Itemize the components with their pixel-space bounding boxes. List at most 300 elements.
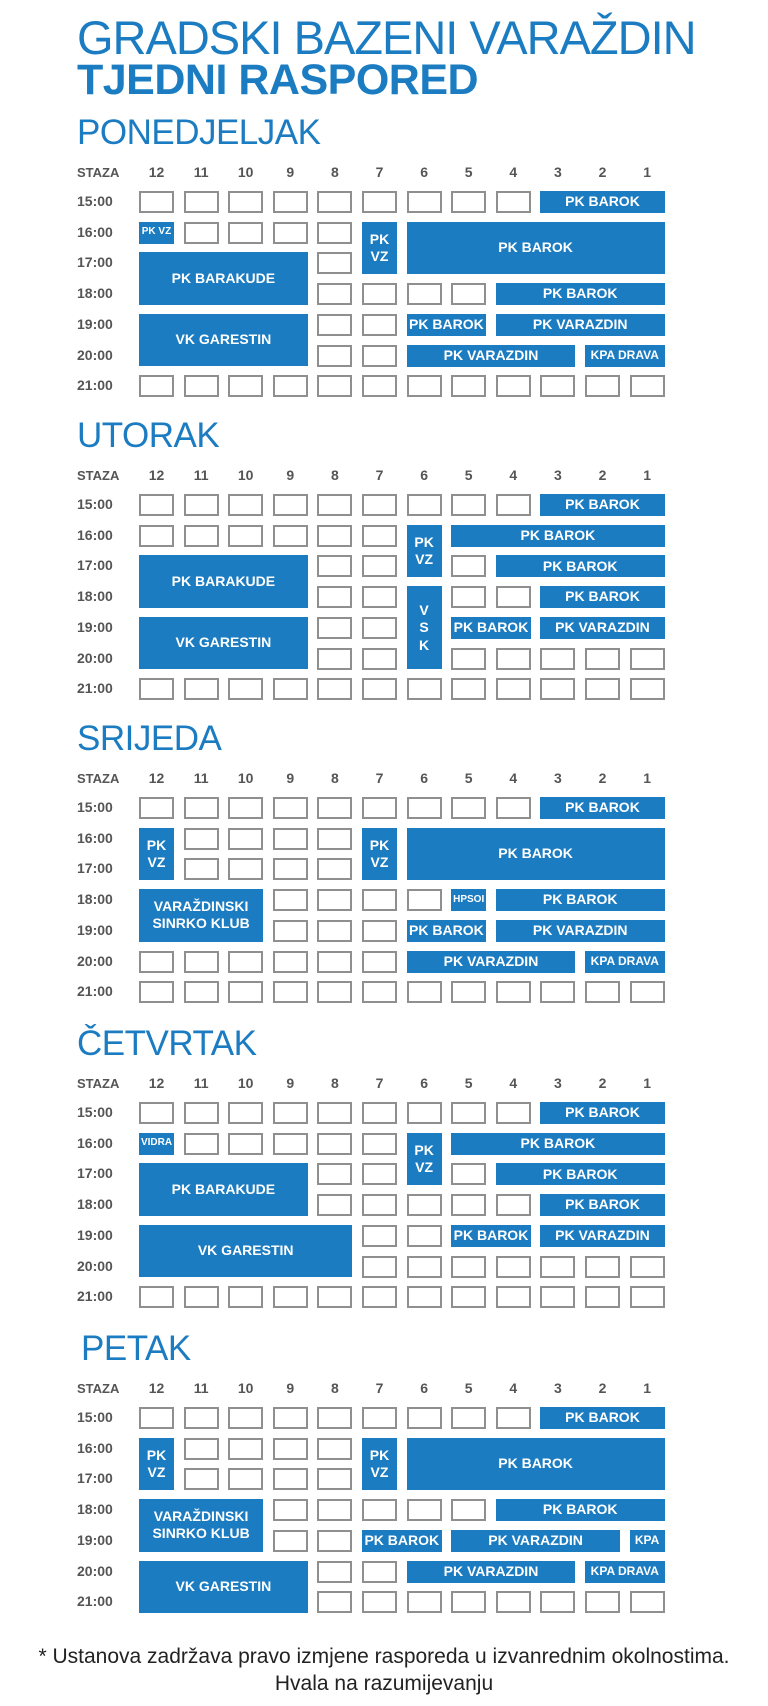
lane-header: 1: [643, 770, 651, 786]
lane-header: 5: [464, 1075, 473, 1091]
lane-slot: [317, 1561, 352, 1583]
lane-slot: [362, 648, 397, 670]
lane-slot: [317, 314, 352, 336]
reservation-block: PK VZ: [407, 1133, 442, 1186]
lane-header: 7: [375, 164, 384, 180]
lane-slot: [228, 1407, 263, 1429]
lane-slot: [273, 1133, 308, 1155]
lane-slot: [540, 678, 575, 700]
reservation-block: PK VZ: [362, 828, 397, 881]
lane-slot: [228, 858, 263, 880]
lane-header: 10: [237, 164, 254, 180]
lane-slot: [139, 1286, 174, 1308]
lane-slot: [585, 1256, 620, 1278]
time-label: 18:00: [77, 588, 113, 605]
lane-slot: [362, 1102, 397, 1124]
footer-note: * Ustanova zadržava pravo izmjene rasporeda u izvanrednim okolnostima.: [38, 1645, 730, 1668]
time-label: 16:00: [77, 1439, 113, 1456]
lane-slot: [273, 1530, 308, 1552]
lane-slot: [317, 1286, 352, 1308]
lane-slot: [228, 375, 263, 397]
reservation-block: PK BAROK: [407, 314, 487, 336]
lane-slot: [362, 586, 397, 608]
lane-slot: [362, 555, 397, 577]
lane-slot: [228, 951, 263, 973]
lane-slot: [585, 981, 620, 1003]
lane-header: 8: [330, 1075, 339, 1091]
lane-slot: [317, 345, 352, 367]
lane-header: 11: [193, 1075, 209, 1091]
lane-header: 3: [553, 770, 562, 786]
time-label: 15:00: [77, 1104, 113, 1120]
lane-header: 12: [148, 1380, 165, 1396]
lane-slot: [228, 1468, 263, 1490]
lane-header: 1: [643, 1380, 651, 1396]
lane-slot: [362, 981, 397, 1003]
lane-header: 3: [553, 1380, 562, 1396]
lane-slot: [317, 525, 352, 547]
staza-label: STAZA: [77, 468, 120, 483]
lane-slot: [540, 648, 575, 670]
reservation-block: PK VARAZDIN: [496, 920, 665, 942]
lane-slot: [407, 283, 442, 305]
time-label: 21:00: [77, 1593, 113, 1610]
lane-header: 5: [464, 770, 473, 786]
time-label: 15:00: [77, 193, 113, 209]
reservation-block: PK VARAZDIN: [451, 1530, 620, 1552]
time-label: 16:00: [77, 223, 113, 240]
lane-slot: [585, 648, 620, 670]
lane-slot: [228, 981, 263, 1003]
lane-slot: [630, 648, 665, 670]
lane-slot: [273, 1407, 308, 1429]
lane-slot: [317, 889, 352, 911]
lane-slot: [228, 1438, 263, 1460]
lane-header: 9: [286, 1380, 295, 1396]
lane-slot: [451, 678, 486, 700]
day-title: ČETVRTAK: [77, 1024, 257, 1063]
lane-header: 9: [286, 164, 295, 180]
reservation-block: PK BAROK: [496, 1499, 665, 1521]
time-label: 19:00: [77, 921, 113, 938]
footer-thanks: Hvala na razumijevanju: [274, 1672, 494, 1695]
time-label: 17:00: [77, 1470, 113, 1487]
time-label: 18:00: [77, 891, 113, 908]
lane-header: 2: [598, 1380, 607, 1396]
reservation-block: PK BAROK: [451, 1225, 531, 1247]
lane-slot: [184, 1102, 219, 1124]
reservation-block: PK VARAZDIN: [407, 1561, 576, 1583]
lane-slot: [228, 494, 263, 516]
lane-slot: [407, 1194, 442, 1216]
lane-header: 10: [237, 770, 254, 786]
lane-slot: [317, 586, 352, 608]
lane-header: 6: [420, 1380, 428, 1396]
time-label: 21:00: [77, 1288, 113, 1305]
lane-slot: [184, 191, 219, 213]
lane-slot: [451, 283, 486, 305]
lane-slot: [273, 1499, 308, 1521]
lane-slot: [317, 678, 352, 700]
reservation-block: PK VZ: [407, 525, 442, 578]
lane-slot: [139, 375, 174, 397]
lane-header: 11: [193, 467, 209, 483]
lane-slot: [317, 1530, 352, 1552]
lane-slot: [407, 1102, 442, 1124]
lane-slot: [317, 283, 352, 305]
lane-slot: [407, 981, 442, 1003]
lane-header: 5: [464, 164, 473, 180]
lane-header: 4: [509, 1380, 518, 1396]
lane-slot: [585, 1591, 620, 1613]
lane-slot: [139, 191, 174, 213]
lane-slot: [273, 1468, 308, 1490]
lane-header: 2: [598, 770, 607, 786]
lane-slot: [273, 858, 308, 880]
reservation-block: PK BAROK: [451, 617, 531, 639]
lane-slot: [317, 375, 352, 397]
lane-slot: [407, 1407, 442, 1429]
day-title: PONEDJELJAK: [77, 113, 321, 152]
time-label: 21:00: [77, 377, 113, 394]
lane-slot: [451, 1286, 486, 1308]
lane-slot: [317, 222, 352, 244]
lane-slot: [362, 1256, 397, 1278]
lane-slot: [496, 375, 531, 397]
reservation-block: PK VZ: [362, 222, 397, 275]
lane-slot: [407, 797, 442, 819]
lane-slot: [317, 555, 352, 577]
lane-slot: [273, 951, 308, 973]
reservation-block: VK GARESTIN: [139, 1225, 352, 1278]
lane-slot: [317, 1102, 352, 1124]
lane-header: 11: [193, 164, 209, 180]
staza-label: STAZA: [77, 771, 120, 786]
reservation-block: KPA DRAVA: [585, 951, 665, 973]
reservation-block: PK VZ: [362, 1438, 397, 1491]
lane-slot: [317, 1438, 352, 1460]
lane-slot: [362, 951, 397, 973]
lane-slot: [317, 920, 352, 942]
lane-header: 4: [509, 770, 518, 786]
lane-slot: [228, 222, 263, 244]
lane-slot: [362, 375, 397, 397]
lane-header: 6: [420, 467, 428, 483]
lane-slot: [317, 1499, 352, 1521]
lane-slot: [362, 1591, 397, 1613]
lane-slot: [273, 828, 308, 850]
lane-slot: [184, 1407, 219, 1429]
lane-slot: [496, 1194, 531, 1216]
reservation-block: PK BAROK: [496, 889, 665, 911]
lane-header: 10: [237, 467, 254, 483]
lane-header: 12: [148, 164, 165, 180]
reservation-block: PK VARAZDIN: [407, 951, 576, 973]
time-label: 20:00: [77, 1562, 113, 1579]
lane-slot: [317, 494, 352, 516]
lane-header: 2: [598, 467, 607, 483]
lane-slot: [496, 586, 531, 608]
lane-header: 7: [375, 1380, 384, 1396]
lane-slot: [362, 1286, 397, 1308]
lane-slot: [139, 981, 174, 1003]
reservation-block: PK VARAZDIN: [540, 1225, 664, 1247]
reservation-block: VK GARESTIN: [139, 617, 308, 670]
lane-slot: [540, 981, 575, 1003]
lane-slot: [585, 375, 620, 397]
lane-slot: [273, 678, 308, 700]
reservation-block: V S K: [407, 586, 442, 669]
lane-slot: [407, 1225, 442, 1247]
time-label: 17:00: [77, 1165, 113, 1182]
lane-slot: [407, 1499, 442, 1521]
lane-slot: [228, 1286, 263, 1308]
lane-slot: [273, 375, 308, 397]
lane-slot: [362, 191, 397, 213]
lane-slot: [407, 1591, 442, 1613]
lane-slot: [317, 1133, 352, 1155]
time-label: 15:00: [77, 799, 113, 815]
time-label: 16:00: [77, 1134, 113, 1151]
lane-header: 4: [509, 164, 518, 180]
reservation-block: PK BAROK: [362, 1530, 442, 1552]
time-label: 17:00: [77, 860, 113, 877]
lane-slot: [228, 828, 263, 850]
reservation-block: VK GARESTIN: [139, 1561, 308, 1614]
lane-slot: [451, 1407, 486, 1429]
reservation-block: PK BARAKUDE: [139, 555, 308, 608]
lane-header: 1: [643, 164, 651, 180]
lane-slot: [496, 191, 531, 213]
reservation-block: PK VZ: [139, 222, 174, 244]
reservation-block: PK BAROK: [496, 1163, 665, 1185]
lane-slot: [273, 1438, 308, 1460]
lane-header: 9: [286, 1075, 295, 1091]
time-label: 18:00: [77, 1501, 113, 1518]
lane-slot: [184, 222, 219, 244]
lane-slot: [540, 1591, 575, 1613]
lane-slot: [585, 678, 620, 700]
lane-slot: [273, 494, 308, 516]
lane-slot: [451, 555, 486, 577]
lane-slot: [317, 797, 352, 819]
time-label: 15:00: [77, 1409, 113, 1425]
time-label: 19:00: [77, 1531, 113, 1548]
reservation-block: PK VZ: [139, 1438, 174, 1491]
time-label: 18:00: [77, 1196, 113, 1213]
lane-slot: [184, 678, 219, 700]
lane-header: 8: [330, 770, 339, 786]
lane-slot: [317, 252, 352, 274]
lane-slot: [184, 1286, 219, 1308]
reservation-block: KPA: [630, 1530, 665, 1552]
lane-slot: [630, 375, 665, 397]
time-label: 20:00: [77, 1257, 113, 1274]
reservation-block: PK VARAZDIN: [407, 345, 576, 367]
lane-slot: [496, 1407, 531, 1429]
reservation-block: PK BAROK: [540, 586, 664, 608]
lane-slot: [228, 678, 263, 700]
lane-slot: [630, 678, 665, 700]
lane-slot: [139, 1102, 174, 1124]
lane-slot: [317, 828, 352, 850]
lane-header: 6: [420, 770, 428, 786]
lane-slot: [228, 797, 263, 819]
time-label: 16:00: [77, 526, 113, 543]
lane-slot: [362, 345, 397, 367]
reservation-block: PK VZ: [139, 828, 174, 881]
lane-header: 9: [286, 467, 295, 483]
time-label: 20:00: [77, 346, 113, 363]
lane-slot: [362, 920, 397, 942]
lane-slot: [362, 617, 397, 639]
reservation-block: VIDRA: [139, 1133, 174, 1155]
lane-slot: [451, 797, 486, 819]
lane-slot: [451, 191, 486, 213]
reservation-block: PK BAROK: [540, 494, 664, 516]
lane-header: 3: [553, 1075, 562, 1091]
lane-slot: [496, 678, 531, 700]
lane-slot: [273, 920, 308, 942]
lane-header: 4: [509, 1075, 518, 1091]
reservation-block: PK BAROK: [540, 1407, 664, 1429]
reservation-block: VARAŽDINSKI SINRKO KLUB: [139, 889, 263, 942]
lane-slot: [362, 1225, 397, 1247]
lane-header: 2: [598, 1075, 607, 1091]
lane-slot: [273, 1286, 308, 1308]
day-title: UTORAK: [77, 416, 220, 455]
lane-slot: [451, 494, 486, 516]
lane-slot: [362, 889, 397, 911]
lane-slot: [184, 1468, 219, 1490]
time-label: 20:00: [77, 649, 113, 666]
lane-slot: [228, 1102, 263, 1124]
lane-slot: [451, 1591, 486, 1613]
reservation-block: KPA DRAVA: [585, 1561, 665, 1583]
lane-slot: [451, 375, 486, 397]
reservation-block: PK BAROK: [540, 191, 664, 213]
lane-slot: [362, 797, 397, 819]
lane-slot: [317, 648, 352, 670]
lane-slot: [362, 678, 397, 700]
lane-slot: [496, 981, 531, 1003]
lane-slot: [273, 222, 308, 244]
lane-slot: [540, 1286, 575, 1308]
lane-slot: [540, 375, 575, 397]
lane-slot: [451, 981, 486, 1003]
time-label: 21:00: [77, 680, 113, 697]
lane-slot: [184, 1133, 219, 1155]
lane-slot: [317, 1163, 352, 1185]
reservation-block: HPSOI: [451, 889, 486, 911]
lane-slot: [139, 525, 174, 547]
lane-slot: [184, 375, 219, 397]
reservation-block: KPA DRAVA: [585, 345, 665, 367]
reservation-block: VK GARESTIN: [139, 314, 308, 367]
reservation-block: PK BAROK: [451, 1133, 664, 1155]
lane-slot: [184, 951, 219, 973]
lane-slot: [362, 1194, 397, 1216]
lane-header: 3: [553, 467, 562, 483]
reservation-block: PK BAROK: [540, 1194, 664, 1216]
lane-header: 6: [420, 1075, 428, 1091]
lane-slot: [317, 1468, 352, 1490]
lane-slot: [317, 191, 352, 213]
lane-header: 5: [464, 1380, 473, 1396]
lane-slot: [184, 981, 219, 1003]
reservation-block: PK VARAZDIN: [540, 617, 664, 639]
time-label: 16:00: [77, 829, 113, 846]
reservation-block: PK BAROK: [540, 797, 664, 819]
reservation-block: VARAŽDINSKI SINRKO KLUB: [139, 1499, 263, 1552]
lane-header: 3: [553, 164, 562, 180]
lane-slot: [317, 1407, 352, 1429]
lane-slot: [228, 1133, 263, 1155]
reservation-block: PK BAROK: [407, 1438, 665, 1491]
time-label: 15:00: [77, 496, 113, 512]
lane-header: 12: [148, 770, 165, 786]
lane-header: 6: [420, 164, 428, 180]
lane-slot: [228, 191, 263, 213]
time-label: 17:00: [77, 254, 113, 271]
time-label: 19:00: [77, 618, 113, 635]
lane-slot: [540, 1256, 575, 1278]
time-label: 18:00: [77, 285, 113, 302]
reservation-block: PK VARAZDIN: [496, 314, 665, 336]
lane-slot: [317, 981, 352, 1003]
lane-slot: [184, 828, 219, 850]
lane-slot: [362, 314, 397, 336]
lane-slot: [496, 648, 531, 670]
lane-slot: [362, 525, 397, 547]
reservation-block: PK BARAKUDE: [139, 252, 308, 305]
time-label: 21:00: [77, 983, 113, 1000]
lane-header: 8: [330, 467, 339, 483]
reservation-block: PK BAROK: [407, 222, 665, 275]
time-label: 19:00: [77, 315, 113, 332]
lane-header: 10: [237, 1380, 254, 1396]
lane-slot: [496, 1102, 531, 1124]
time-label: 20:00: [77, 952, 113, 969]
lane-slot: [496, 1256, 531, 1278]
lane-slot: [407, 1256, 442, 1278]
lane-slot: [273, 1102, 308, 1124]
lane-slot: [228, 525, 263, 547]
lane-slot: [407, 1286, 442, 1308]
lane-slot: [496, 1591, 531, 1613]
lane-slot: [451, 1102, 486, 1124]
lane-slot: [496, 1286, 531, 1308]
lane-header: 12: [148, 467, 165, 483]
lane-header: 2: [598, 164, 607, 180]
lane-slot: [407, 191, 442, 213]
lane-slot: [317, 1194, 352, 1216]
lane-slot: [362, 1561, 397, 1583]
lane-slot: [496, 494, 531, 516]
lane-slot: [407, 375, 442, 397]
lane-slot: [630, 981, 665, 1003]
lane-slot: [362, 283, 397, 305]
title-line-2: TJEDNI RASPORED: [77, 56, 479, 104]
reservation-block: PK BAROK: [407, 828, 665, 881]
lane-header: 10: [237, 1075, 254, 1091]
lane-header: 11: [193, 770, 209, 786]
lane-slot: [451, 1499, 486, 1521]
lane-slot: [184, 494, 219, 516]
lane-header: 1: [643, 467, 651, 483]
lane-header: 7: [375, 1075, 384, 1091]
time-label: 19:00: [77, 1226, 113, 1243]
